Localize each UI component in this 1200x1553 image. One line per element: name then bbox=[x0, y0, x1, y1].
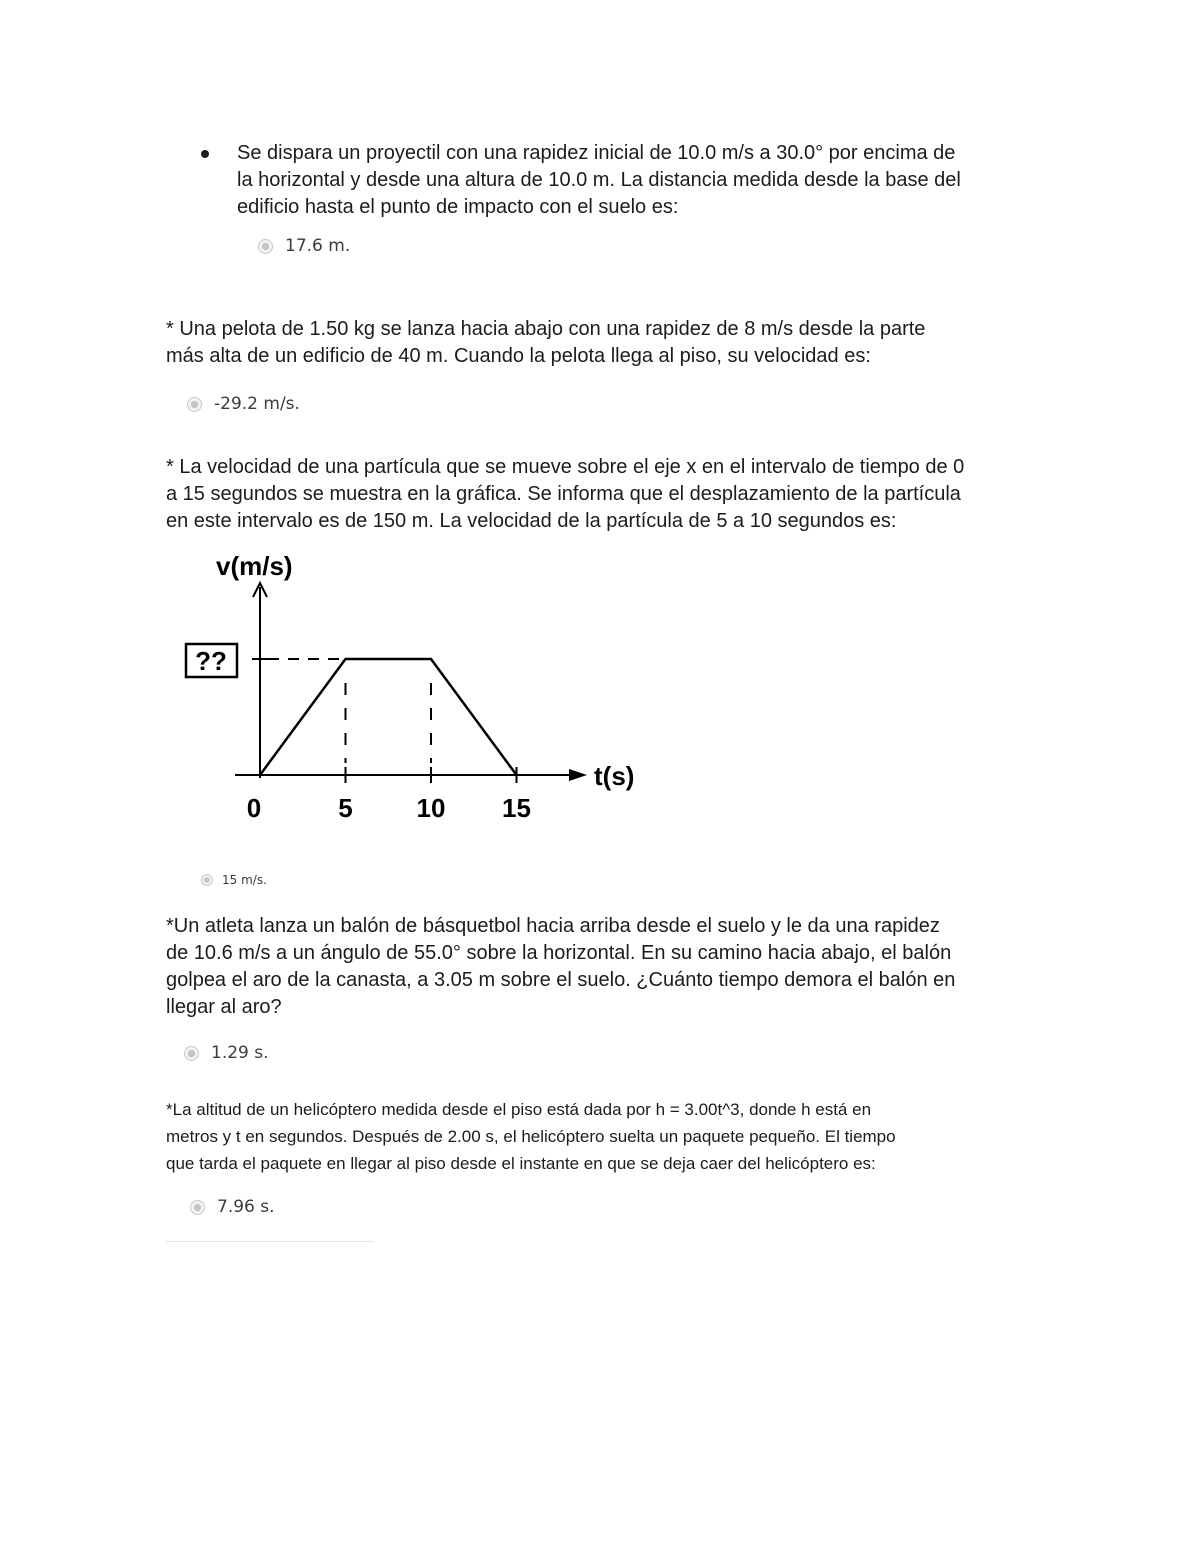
question-line: *Un atleta lanza un balón de básquetbol hacia arriba desde el suelo y le da una rapidez bbox=[166, 915, 940, 937]
x-tick-label: 5 bbox=[338, 793, 353, 823]
question-line: * Una pelota de 1.50 kg se lanza hacia abajo con una rapidez de 8 m/s desde la parte bbox=[166, 318, 926, 340]
question-line: golpea el aro de la canasta, a 3.05 m sobre el suelo. ¿Cuánto tiempo demora el balón en bbox=[166, 969, 956, 991]
question-line: llegar al aro? bbox=[166, 996, 282, 1018]
question-4-text bbox=[166, 913, 955, 1021]
question-line: Se dispara un proyectil con una rapidez inicial de 10.0 m/s a 30.0° por encima de bbox=[237, 142, 956, 164]
answer-5-label: 7.96 s. bbox=[217, 1197, 275, 1217]
radio-icon[interactable] bbox=[190, 1200, 205, 1215]
question-line: más alta de un edificio de 40 m. Cuando la pelota llega al piso, su velocidad es: bbox=[166, 345, 871, 367]
radio-icon[interactable] bbox=[187, 397, 202, 412]
question-line: * La velocidad de una partícula que se mueve sobre el eje x en el intervalo de tiempo de 0 bbox=[166, 456, 965, 478]
x-axis-label: t(s) bbox=[594, 761, 635, 791]
question-line: a 15 segundos se muestra en la gráfica. Se informa que el desplazamiento de la partícula bbox=[166, 483, 961, 505]
question-3-text bbox=[166, 454, 964, 535]
answer-2 bbox=[187, 394, 300, 414]
velocity-series-line bbox=[260, 659, 517, 775]
answer-4-label: 1.29 s. bbox=[211, 1043, 269, 1063]
question-line: de 10.6 m/s a un ángulo de 55.0° sobre la horizontal. En su camino hacia abajo, el balón bbox=[166, 942, 952, 964]
x-tick-label: 0 bbox=[246, 793, 262, 823]
radio-icon[interactable] bbox=[258, 239, 273, 254]
answer-2-label: -29.2 m/s. bbox=[214, 394, 300, 414]
list-bullet bbox=[201, 150, 209, 158]
answer-1 bbox=[258, 236, 350, 256]
answer-4 bbox=[184, 1043, 269, 1063]
question-line: que tarda el paquete en llegar al piso desde el instante en que se deja caer del helicóptero es: bbox=[166, 1154, 876, 1173]
question-line: *La altitud de un helicóptero medida desde el piso está dada por h = 3.00t^3, donde h está en bbox=[166, 1100, 872, 1119]
question-line: la horizontal y desde una altura de 10.0 m. La distancia medida desde la base del bbox=[237, 169, 961, 191]
answer-3 bbox=[201, 873, 267, 887]
answer-1-label: 17.6 m. bbox=[285, 236, 351, 256]
question-1-text bbox=[237, 140, 961, 221]
answer-3-label: 15 m/s. bbox=[222, 873, 267, 887]
y-axis-label: v(m/s) bbox=[216, 551, 293, 581]
question-line: en este intervalo es de 150 m. La velocidad de la partícula de 5 a 10 segundos es: bbox=[166, 510, 897, 532]
question-line: edificio hasta el punto de impacto con el suelo es: bbox=[237, 196, 679, 218]
answer-5 bbox=[190, 1197, 275, 1217]
question-line: metros y t en segundos. Después de 2.00 s, el helicóptero suelta un paquete pequeño. El tiempo bbox=[166, 1127, 896, 1146]
velocity-time-graph bbox=[180, 545, 650, 835]
radio-icon[interactable] bbox=[184, 1046, 199, 1061]
unknown-value-label: ?? bbox=[195, 646, 227, 676]
x-tick-label: 15 bbox=[502, 793, 531, 823]
radio-icon[interactable] bbox=[201, 874, 213, 886]
x-axis-arrow bbox=[569, 769, 587, 781]
x-tick-label: 10 bbox=[416, 793, 446, 823]
question-5-text bbox=[166, 1096, 896, 1177]
question-2-text bbox=[166, 316, 925, 370]
divider bbox=[166, 1241, 374, 1242]
